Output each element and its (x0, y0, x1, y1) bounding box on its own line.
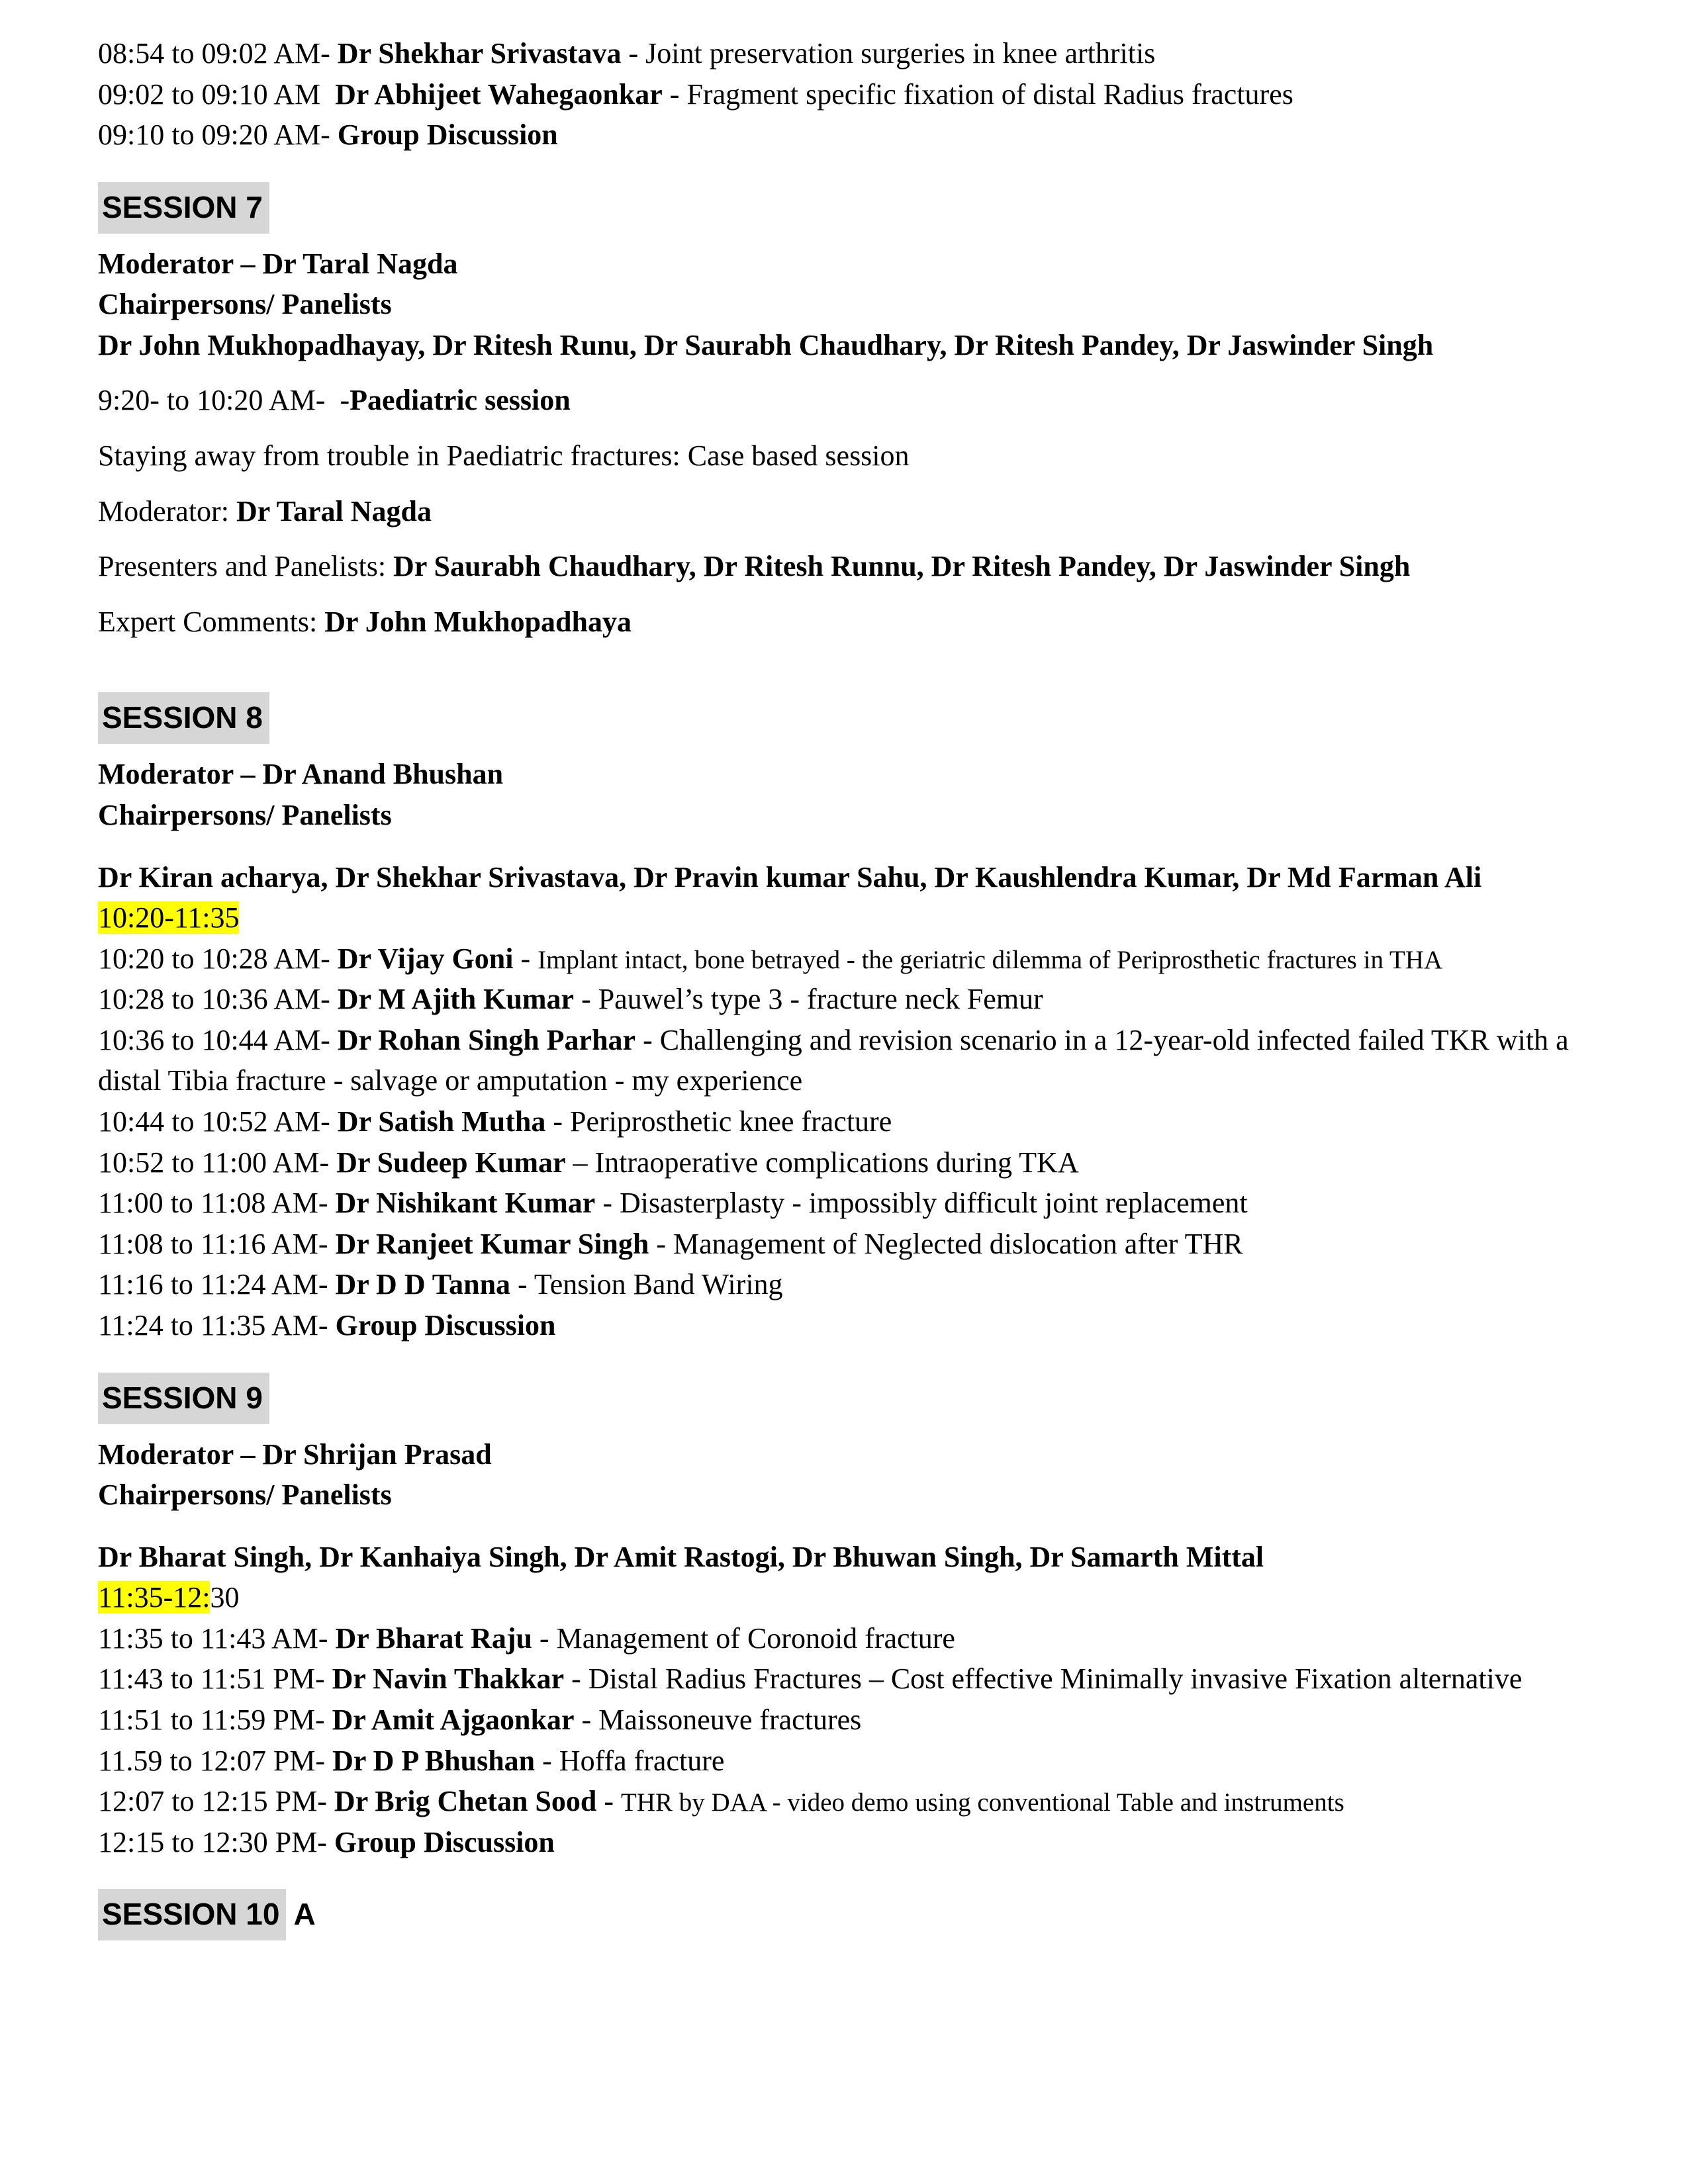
text-run: Dr Sudeep Kumar (336, 1146, 566, 1179)
schedule-line (98, 325, 1622, 366)
highlighted-text: 11:35-12: (98, 1581, 211, 1614)
schedule-line (98, 857, 1622, 898)
text-run: 30 (210, 1581, 240, 1614)
schedule-line (98, 1264, 1622, 1305)
text-run: 12:07 to 12:15 PM- (98, 1785, 334, 1818)
text-run: Dr Taral Nagda (236, 494, 432, 527)
schedule-line (98, 1434, 1622, 1475)
schedule-line (98, 1537, 1622, 1578)
text-run: 10:36 to 10:44 AM- (98, 1023, 338, 1056)
schedule-line (98, 1700, 1622, 1741)
text-run: Dr Abhijeet Wahegaonkar (335, 77, 663, 111)
text-run: – Intraoperative complications during TKA (565, 1146, 1079, 1179)
text-run: Chairpersons/ Panelists (98, 288, 392, 321)
text-run: Dr John Mukhopadhaya (324, 605, 632, 638)
text-run: A (286, 1897, 316, 1932)
schedule-line (98, 1577, 1622, 1618)
text-run: 10:52 to 11:00 AM- (98, 1146, 337, 1179)
text-run: Group Discussion (335, 1309, 556, 1342)
text-run: Moderator – Dr Shrijan Prasad (98, 1437, 492, 1471)
schedule-line (98, 1741, 1622, 1782)
text-run: 11:51 to 11:59 PM- (98, 1704, 332, 1737)
text-run: 12:15 to 12:30 PM- (98, 1825, 334, 1858)
session-heading (98, 1381, 1622, 1416)
highlighted-text: SESSION 10 (98, 1889, 286, 1940)
highlighted-text: SESSION 8 (98, 692, 269, 744)
schedule-line (98, 1822, 1622, 1863)
text-run: - (596, 1785, 622, 1818)
text-run: Presenters and Panelists: (98, 550, 394, 583)
text-run: Group Discussion (337, 118, 558, 152)
schedule-line (98, 1101, 1622, 1142)
schedule-line (98, 546, 1622, 587)
text-run: Dr Kiran acharya, Dr Shekhar Srivastava, Dr Pravin kumar Sahu, Dr Kaushlendra Kumar, Dr Md Farman Ali (98, 860, 1482, 893)
text-run: - Disasterplasty - impossibly difficult joint replacement (595, 1187, 1248, 1220)
text-run: - Tension Band Wiring (510, 1268, 783, 1301)
text-run: Group Discussion (334, 1825, 555, 1858)
text-run: Moderator – Dr Taral Nagda (98, 247, 458, 280)
highlighted-text: 10:20-11:35 (98, 901, 240, 934)
text-run: Dr Saurabh Chaudhary, Dr Ritesh Runnu, Dr Ritesh Pandey, Dr Jaswinder Singh (393, 550, 1411, 583)
text-run: Moderator: (98, 494, 236, 527)
text-run: - Distal Radius Fractures – Cost effective Minimally invasive Fixation alternative (564, 1662, 1523, 1696)
schedule-line (98, 938, 1622, 979)
text-run: 10:44 to 10:52 AM- (98, 1105, 338, 1138)
session-heading (98, 190, 1622, 225)
schedule-line (98, 114, 1622, 156)
schedule-line (98, 244, 1622, 285)
text-run: 11:08 to 11:16 AM- (98, 1227, 336, 1260)
text-run: 10:28 to 10:36 AM- (98, 983, 338, 1016)
text-run: 11.59 to 12:07 PM- (98, 1744, 333, 1777)
text-run: Dr Bharat Singh, Dr Kanhaiya Singh, Dr Amit Rastogi, Dr Bhuwan Singh, Dr Samarth Mittal (98, 1540, 1264, 1573)
schedule-line (98, 33, 1622, 74)
text-run: - Hoffa fracture (535, 1744, 725, 1777)
highlighted-text: SESSION 7 (98, 182, 269, 234)
schedule-line (98, 1183, 1622, 1224)
session-heading (98, 700, 1622, 735)
text-run: Staying away from trouble in Paediatric fractures: Case based session (98, 439, 910, 473)
text-run: - Joint preservation surgeries in knee arthritis (621, 37, 1156, 69)
text-run: - Challenging and revision scenario in a 12-year-old infected failed TKR with a distal Tibia fracture - salvage or amputation - my experience (98, 1023, 1576, 1097)
session-heading (98, 1897, 1622, 1932)
text-run: 11:35 to 11:43 AM- (98, 1621, 336, 1655)
text-run: Dr Bharat Raju (335, 1621, 532, 1655)
schedule-line (98, 1305, 1622, 1346)
text-run: - (513, 942, 538, 975)
schedule-line (98, 284, 1622, 325)
text-run: THR by DAA - video demo using conventional Table and instruments (621, 1788, 1344, 1817)
schedule-line (98, 1475, 1622, 1516)
schedule-line (98, 1020, 1622, 1101)
text-run: Dr D D Tanna (335, 1268, 511, 1301)
schedule-line (98, 435, 1622, 477)
highlighted-text: SESSION 9 (98, 1373, 269, 1424)
text-run: Dr Rohan Singh Parhar (337, 1023, 636, 1056)
text-run: - Fragment specific fixation of distal Radius fractures (662, 77, 1293, 111)
text-run: - Periprosthetic knee fracture (545, 1105, 892, 1138)
text-run: Moderator – Dr Anand Bhushan (98, 758, 504, 791)
text-run: Implant intact, bone betrayed - the geriatric dilemma of Periprosthetic fractures in THA (538, 945, 1443, 974)
schedule-line (98, 897, 1622, 938)
schedule-line (98, 74, 1622, 115)
text-run: Dr M Ajith Kumar (337, 983, 575, 1016)
text-run: - Pauwel’s type 3 - fracture neck Femur (574, 983, 1043, 1016)
text-run: 10:20 to 10:28 AM- (98, 942, 338, 975)
text-run: 08:54 to 09:02 AM- (98, 37, 338, 69)
text-run: 09:10 to 09:20 AM- (98, 118, 338, 152)
schedule-line (98, 380, 1622, 421)
text-run: - Maissoneuve fractures (574, 1704, 862, 1737)
text-run: Dr Nishikant Kumar (335, 1187, 596, 1220)
text-run: Expert Comments: (98, 605, 325, 638)
text-run: Dr Shekhar Srivastava (337, 37, 622, 69)
text-run: Dr John Mukhopadhayay, Dr Ritesh Runu, Dr Saurabh Chaudhary, Dr Ritesh Pandey, Dr Jaswinder Singh (98, 328, 1434, 361)
schedule-line (98, 491, 1622, 532)
text-run: Dr Vijay Goni (337, 942, 514, 975)
text-run: Dr Brig Chetan Sood (334, 1785, 597, 1818)
text-run: Dr Navin Thakkar (332, 1662, 565, 1696)
schedule-line (98, 754, 1622, 795)
schedule-line (98, 979, 1622, 1020)
text-run: Dr Satish Mutha (337, 1105, 546, 1138)
schedule-line (98, 795, 1622, 836)
text-run: 11:16 to 11:24 AM- (98, 1268, 336, 1301)
text-run: - Management of Neglected dislocation after THR (649, 1227, 1243, 1260)
text-run: - Management of Coronoid fracture (532, 1621, 955, 1655)
schedule-line (98, 1618, 1622, 1659)
text-run: Dr D P Bhushan (332, 1744, 536, 1777)
schedule-line (98, 1142, 1622, 1183)
text-run: Paediatric session (350, 384, 571, 417)
schedule-line (98, 602, 1622, 643)
text-run: Chairpersons/ Panelists (98, 1479, 392, 1512)
text-run: 09:02 to 09:10 AM (98, 77, 336, 111)
text-run: 11:43 to 11:51 PM- (98, 1662, 332, 1696)
schedule-line (98, 1659, 1622, 1700)
text-run: Chairpersons/ Panelists (98, 798, 392, 831)
text-run: 11:00 to 11:08 AM- (98, 1187, 336, 1220)
schedule-line (98, 1781, 1622, 1822)
schedule-line (98, 1224, 1622, 1265)
text-run: 9:20- to 10:20 AM- - (98, 384, 350, 417)
text-run: 11:24 to 11:35 AM- (98, 1309, 336, 1342)
text-run: Dr Amit Ajgaonkar (332, 1704, 575, 1737)
text-run: Dr Ranjeet Kumar Singh (335, 1227, 649, 1260)
